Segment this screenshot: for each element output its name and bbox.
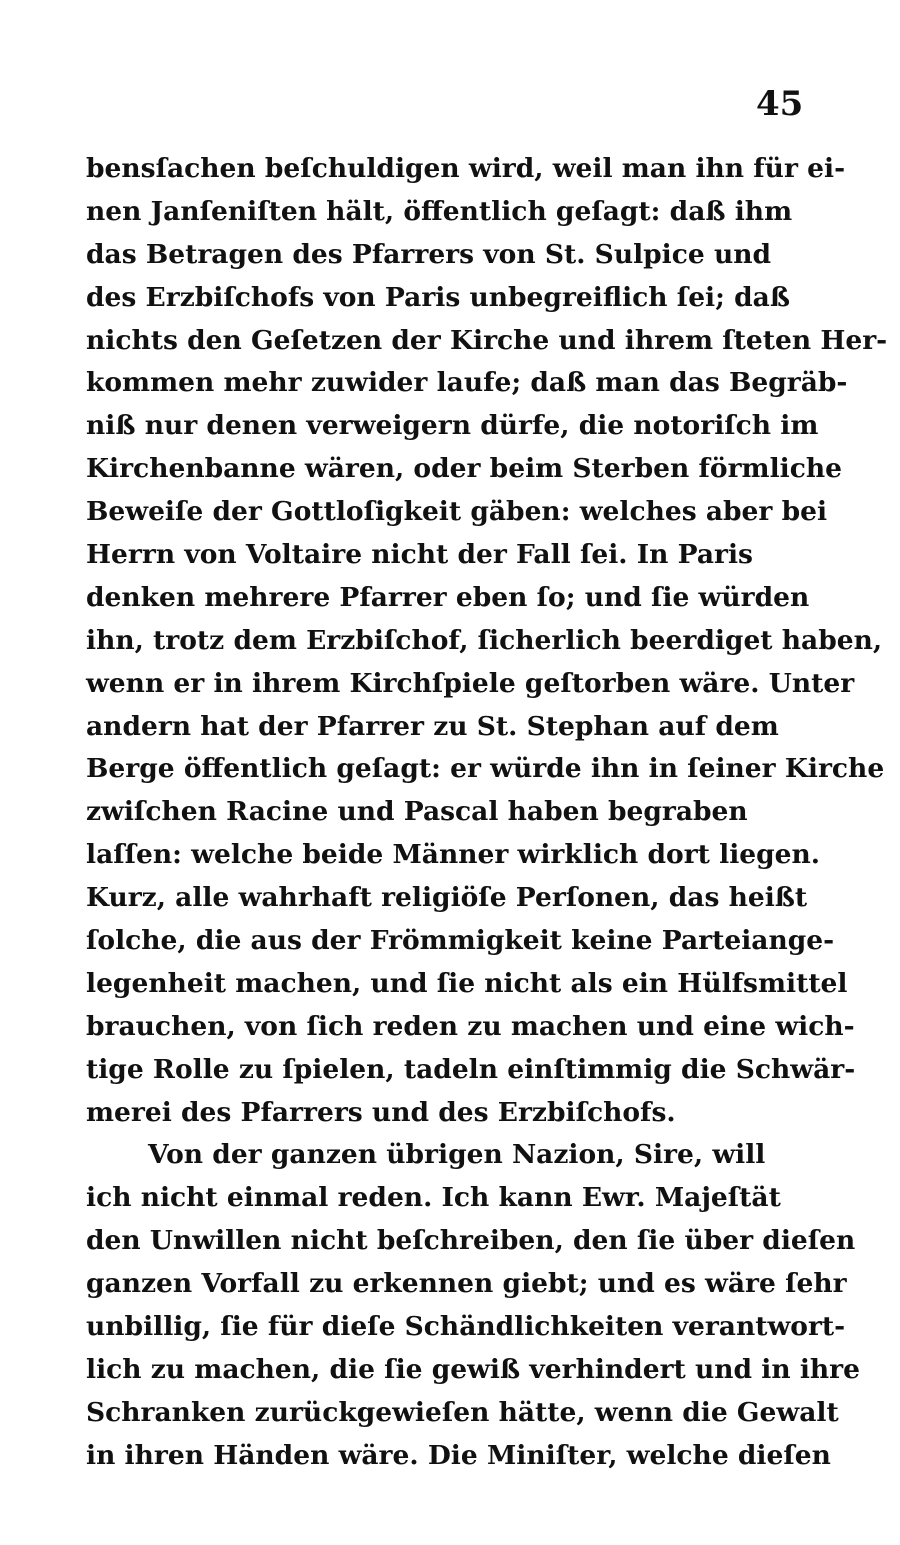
text-line: niß nur denen verweigern dürfe, die notoriſch im [86, 410, 819, 442]
text-line: merei des Pfarrers und des Erzbiſchofs. [86, 1096, 676, 1128]
text-line: andern hat der Pfarrer zu St. Stephan auf dem [86, 710, 779, 742]
body-text [86, 148, 888, 1478]
text-line: Herrn von Voltaire nicht der Fall ſei. In Paris [86, 539, 753, 571]
text-line: zwiſchen Racine und Pascal haben begraben [86, 796, 748, 828]
text-line: laſſen: welche beide Männer wirklich dort liegen. [86, 839, 821, 871]
page-number: 45 [756, 84, 804, 124]
text-line: ganzen Vorfall zu erkennen giebt; und es wäre ſehr [86, 1268, 847, 1300]
text-line: des Erzbiſchofs von Paris unbegreiflich ſei; daß [86, 281, 790, 313]
text-line: Berge öffentlich geſagt: er würde ihn in ſeiner Kirche [86, 753, 885, 785]
text-line: Beweiſe der Gottloſigkeit gäben: welches aber bei [86, 496, 828, 528]
text-line: kommen mehr zuwider laufe; daß man das Begräb- [86, 367, 848, 399]
text-line: in ihren Händen wäre. Die Miniſter, welche dieſen [86, 1439, 831, 1471]
text-line: Schranken zurückgewieſen hätte, wenn die Gewalt [86, 1396, 839, 1428]
text-line: nichts den Geſetzen der Kirche und ihrem ſteten Her- [86, 324, 888, 356]
text-line: ſolche, die aus der Frömmigkeit keine Parteiange- [86, 925, 835, 957]
text-line: den Unwillen nicht beſchreiben, den ſie über dieſen [86, 1225, 856, 1257]
text-line: Kurz, alle wahrhaft religiöſe Perſonen, das heißt [86, 882, 808, 914]
text-line: wenn er in ihrem Kirchſpiele geſtorben wäre. Unter [86, 667, 855, 699]
text-line: Kirchenbanne wären, oder beim Sterben förmliche [86, 453, 842, 485]
text-line: legenheit machen, und ſie nicht als ein Hülfsmittel [86, 967, 848, 999]
paragraph-start-line: Von der ganzen übrigen Nazion, Sire, will [148, 1139, 766, 1171]
text-line: tige Rolle zu ſpielen, tadeln einſtimmig die Schwär- [86, 1053, 856, 1085]
text-line: unbillig, ſie für dieſe Schändlichkeiten verantwort- [86, 1311, 846, 1343]
text-line: denken mehrere Pfarrer eben ſo; und ſie würden [86, 581, 810, 613]
text-line: ich nicht einmal reden. Ich kann Ewr. Majeſtät [86, 1182, 781, 1214]
text-line: das Betragen des Pfarrers von St. Sulpice und [86, 238, 772, 270]
text-line: lich zu machen, die ſie gewiß verhindert und in ihre [86, 1353, 860, 1385]
text-line: nen Janſeniſten hält, öffentlich geſagt: daß ihm [86, 195, 793, 227]
text-line: bensſachen beſchuldigen wird, weil man ihn für ei- [86, 153, 846, 184]
text-line: brauchen, von ſich reden zu machen und eine wich- [86, 1010, 855, 1042]
text-line: ihn, trotz dem Erzbiſchof, ſicherlich beerdiget haben, [86, 624, 883, 656]
